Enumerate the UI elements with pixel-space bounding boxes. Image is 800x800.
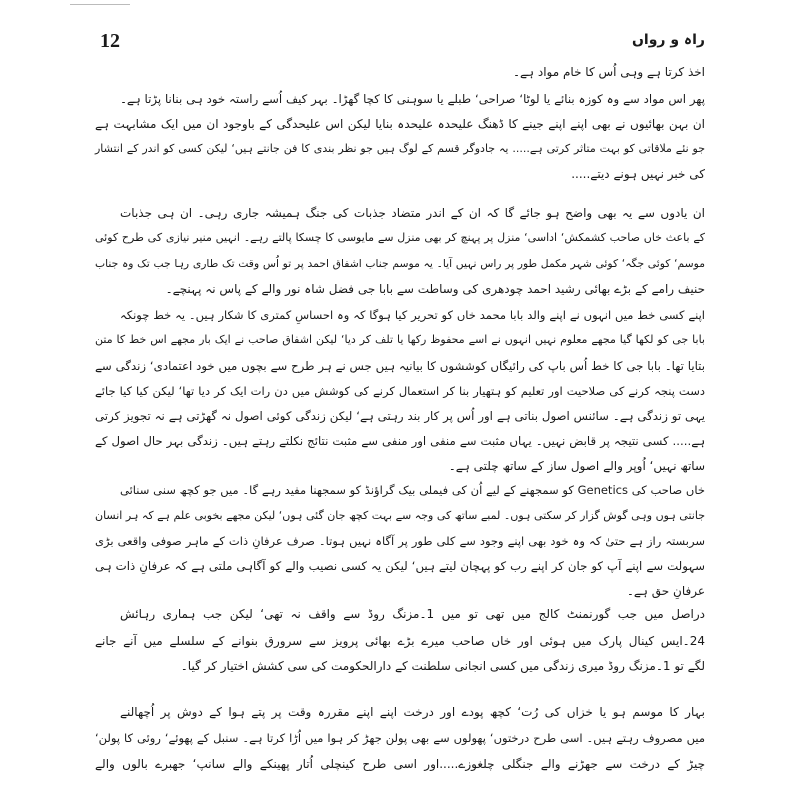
text-line: موسم‘ کوئی جگہ‘ کوئی شہر مکمل طور پر راس نہیں آیا۔ یہ موسم جناب اشفاق احمد پر تو اُس وقت تک طاری رہا جب تک وہ جناب [95, 257, 705, 270]
text-line: بتایا تھا۔ بابا جی کا خط اُس باپ کی رائیگاں کوششوں کا بیانیہ ہیں جس نے ہر طرح سے بچوں میں خود اعتمادی‘ زندگی سے [95, 359, 705, 373]
text-line: اپنے کسی خط میں انہوں نے اپنے والد بابا محمد خاں کو تحریر کیا ہوگا کہ وہ احساسِ کمتری کا شکار ہیں۔ یہ خط چونکہ [120, 308, 705, 322]
text-line: دست پنجہ کرنے کی صلاحیت اور تعلیم کو ہتھیار بنا کر استعمال کرنے کی کوشش میں دن رات ایک کر دیا تھا‘ لیکن کیا کیا جائے [95, 384, 705, 398]
text-line: ان بہن بھائیوں نے بھی اپنے اپنے جینے کا ڈھنگ علیحدہ علیحدہ بنایا لیکن اس علیحدگی کے باوجود ان میں ایک مشابہت ہے [95, 117, 705, 131]
text-line: خاں صاحب کی Genetics کو سمجھنے کے لیے اُن کی فیملی بیک گراؤنڈ کو سمجھنا مفید رہے گا۔ میں جو کچھ سنی سنائی [120, 483, 705, 497]
text-line: کے باعث خاں صاحب کشمکش‘ اداسی‘ منزل پر پہنچ کر بھی منزل سے مایوسی کا چسکا پالتے رہے۔ انہیں منیر نیازی کی طرح کوئی [95, 231, 705, 244]
text-line: یہی تو زندگی ہے۔ سائنس اصول بناتی ہے اور اُس پر کار بند رہتی ہے‘ لیکن زندگی کوئی اصول نہ گھڑتی ہے نہ تجویز کرتی [95, 409, 705, 423]
text-line: لگے تو 1۔مزنگ روڈ میری زندگی میں کسی انجانی سلطنت کے دارالحکومت کی سی کشش اختیار کر گیا۔ [180, 659, 705, 673]
margin-scribble [70, 4, 130, 5]
text-line: کی خبر نہیں ہونے دیتے..... [571, 167, 705, 181]
text-line: عرفانِ حق ہے۔ [626, 584, 705, 598]
text-line: سہولت سے اپنے آپ کو جان کر اپنے رب کو پہچان لیتے ہیں‘ لیکن یہ کسی نصیب والے کو آگاہی ملتی ہے کہ عرفانِ ذات ہی [95, 559, 705, 573]
text-line: ہے..... کسی نتیجہ پر قابض نہیں۔ یہاں مثبت سے منفی اور منفی سے مثبت نتائج نکلتے رہتے ہیں۔ زندگی بہر حال اصول کے [95, 434, 705, 448]
text-line: دراصل میں جب گورنمنٹ کالج میں تھی تو میں 1۔مزنگ روڈ سے واقف نہ تھی‘ لیکن جب ہماری رہائش [120, 607, 706, 621]
text-line: میں مصروف رہتے ہیں۔ اسی طرح درختوں‘ پھولوں سے بھی پولن جھڑ کر ہوا میں اُڑا کرتا ہے۔ سنبل کے پھوئے‘ روئی کا پولن‘ [95, 731, 705, 745]
text-line: جانتی ہوں وہی گوش گزار کر سکتی ہوں۔ لمبے ساتھ کی وجہ سے بہت کچھ جان گئی ہوں‘ لیکن مجھے بخوبی علم ہے کہ ہر انسان [95, 509, 705, 522]
text-line: ان یادوں سے یہ بھی واضح ہو جائے گا کہ ان کے اندر متضاد جذبات کی جنگ ہمیشہ جاری رہی۔ ان ہی جذبات [120, 206, 705, 220]
text-line: سربستہ راز ہے حتیٰ کہ وہ خود بھی اپنے وجود سے کلی طور پر آگاہ نہیں ہوتا۔ صرف عرفانِ ذات کے ماہر صوفی واقعی بڑی [95, 534, 705, 548]
text-line: چیڑ کے درخت سے جھڑنے والے جنگلی چلغوزے.....اور اسی طرح کینچلی اُتار پھینکے والے سانپ‘ جھبرے بالوں والے [95, 757, 705, 771]
book-title: راہ و رواں [631, 32, 705, 48]
text-line: بہار کا موسم ہو یا خزاں کی رُت‘ کچھ پودے اور درخت اپنے اپنے مقررہ وقت پر پتے ہوا کے دوش پر اُچھالنے [120, 705, 705, 719]
text-line: جو نئے ملاقاتی کو بہت متاثر کرتی ہے..... یہ جادوگر قسم کے لوگ ہیں جو نظر بندی کا فن جانتے ہیں‘ لیکن کسی کو اندر کے انتشار [95, 142, 705, 155]
text-line: حنیف رامے کے بڑے بھائی رشید احمد چودھری کی وساطت سے بابا جی فضل شاہ نور والے کے پاس نہ پہنچے۔ [165, 282, 705, 296]
page-number: 12 [100, 30, 120, 52]
text-line: ساتھ نہیں‘ اُوپر والے اصول ساز کے ساتھ چلتی ہے۔ [448, 459, 705, 473]
text-line: 24۔ایس کینال پارک میں ہوئی اور خاں صاحب میرے بڑے بھائی پرویز سے سرورق بنوانے کے سلسلے میں آنے جانے [95, 634, 705, 648]
text-line: پھر اس مواد سے وہ کوزہ بنائے یا لوٹا‘ صراحی‘ طبلے یا سوہنی کا کچا گھڑا۔ بہر کیف اُسے راستہ خود ہی بنانا پڑتا ہے۔ [120, 92, 705, 106]
text-line: اخذ کرتا ہے وہی اُس کا خام مواد ہے۔ [512, 65, 705, 79]
text-line: بابا جی کو لکھا گیا مجھے معلوم نہیں انہوں نے اسے محفوظ رکھا یا تلف کر دیا‘ لیکن اشفاق صاحب نے ایک بار مجھے اس خط کا متن [95, 333, 705, 346]
